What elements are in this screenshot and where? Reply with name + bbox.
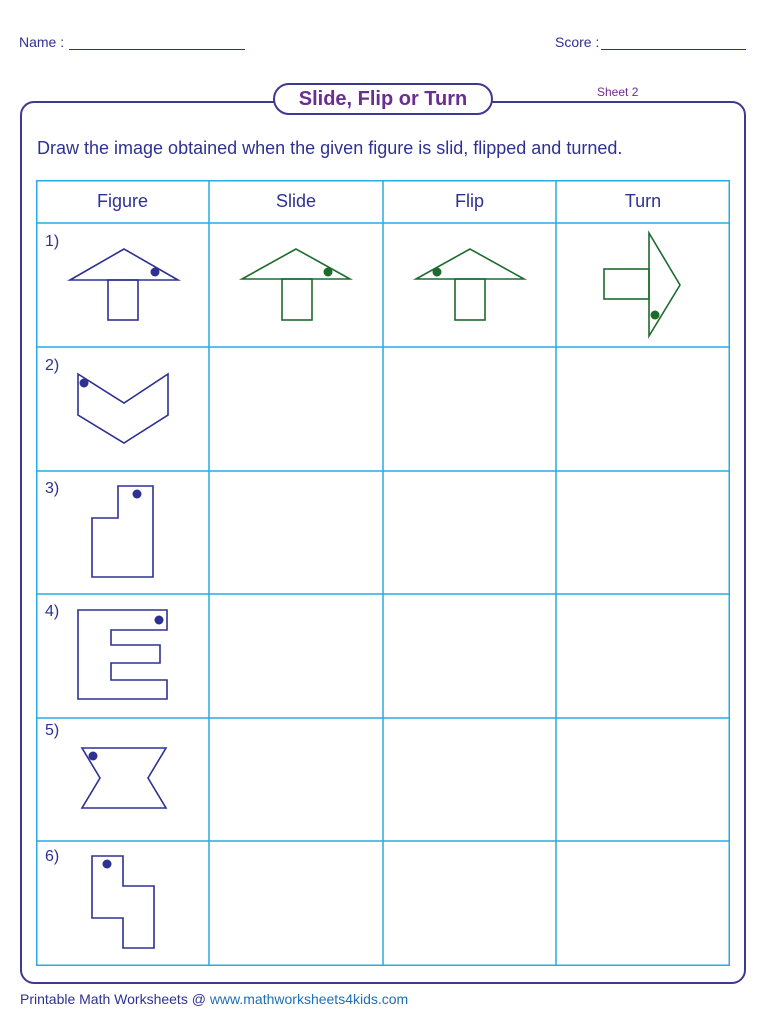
- figure-zigzag-block: [92, 856, 154, 948]
- reference-dot: [103, 860, 112, 869]
- row-number: 1): [45, 233, 60, 250]
- slide-example-umbrella: [242, 249, 350, 320]
- row-number: 3): [45, 480, 60, 497]
- column-header-figure: Figure: [96, 191, 149, 211]
- row-number: 6): [45, 848, 60, 865]
- reference-dot: [651, 311, 660, 320]
- reference-dot: [133, 490, 142, 499]
- name-label: Name :: [19, 34, 65, 50]
- turn-example-umbrella: [604, 233, 680, 336]
- worksheet-title: Slide, Flip or Turn: [273, 83, 493, 115]
- reference-dot: [155, 616, 164, 625]
- column-header-flip: Flip: [454, 191, 484, 211]
- footer-prefix: Printable Math Worksheets @: [20, 991, 210, 1007]
- figure-letter-e: [78, 610, 167, 699]
- figure-chevron: [78, 374, 168, 443]
- row-number: 5): [45, 722, 60, 739]
- instructions: Draw the image obtained when the given figure is slid, flipped and turned.: [37, 138, 623, 158]
- reference-dot: [433, 268, 442, 277]
- figure-umbrella: [70, 249, 178, 320]
- figure-bowtie: [82, 748, 166, 808]
- sheet-label: Sheet 2: [597, 85, 639, 99]
- flip-example-umbrella: [416, 249, 524, 320]
- row-number: 2): [45, 357, 60, 374]
- footer-url-link[interactable]: www.mathworksheets4kids.com: [209, 991, 409, 1007]
- footer: [20, 991, 408, 1007]
- reference-dot: [89, 752, 98, 761]
- score-label: Score :: [555, 34, 600, 50]
- reference-dot: [324, 268, 333, 277]
- column-header-slide: Slide: [275, 191, 317, 211]
- row-number: 4): [45, 603, 60, 620]
- reference-dot: [80, 379, 89, 388]
- figure-step-block: [92, 486, 153, 577]
- column-header-turn: Turn: [624, 191, 662, 211]
- reference-dot: [151, 268, 160, 277]
